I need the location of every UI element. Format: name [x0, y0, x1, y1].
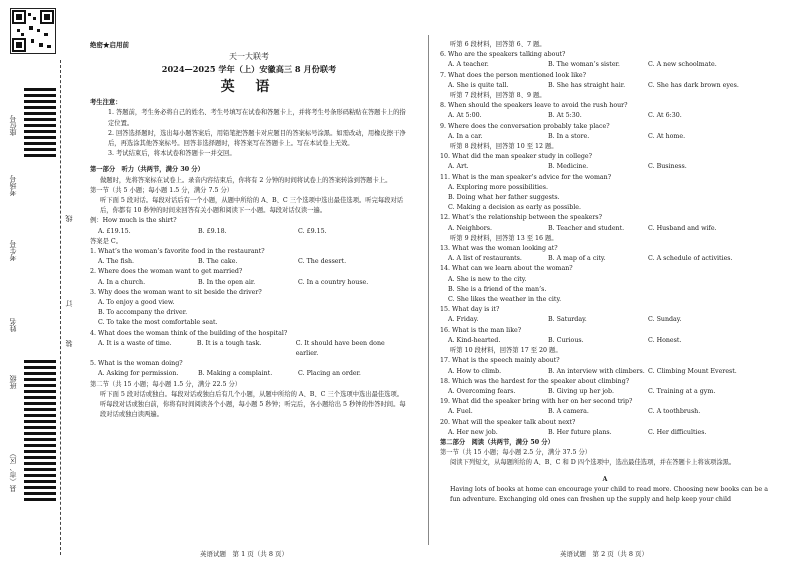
- option: C. At 6:30.: [648, 112, 682, 120]
- notice-item: 1. 答题前，考生务必将自己的姓名、考生号填写在试卷和答题卡上，并将考生号条形码粘贴在答题卡上的指定位置。: [108, 109, 406, 127]
- option: B. Saturday.: [548, 316, 587, 324]
- option: B. £9.18.: [198, 227, 227, 235]
- options-row: [440, 224, 770, 234]
- option: B. The cake.: [198, 258, 238, 266]
- footer-page-1: 英语试题 第 1 页（共 8 页）: [200, 550, 289, 558]
- option: B. Giving up her job.: [548, 387, 614, 395]
- option: B. Doing what her father suggests.: [448, 194, 560, 202]
- option: A. Overcoming fears.: [448, 387, 516, 395]
- option: A. Exploring more possibilities.: [448, 183, 549, 191]
- option: A. Neighbors.: [448, 224, 492, 232]
- option: A. Fuel.: [448, 408, 473, 416]
- option: C. A new schoolmate.: [648, 61, 717, 69]
- footer-page-2: 英语试题 第 2 页（共 8 页）: [560, 550, 649, 558]
- options-row: [90, 339, 408, 359]
- name-label: 姓名: [9, 318, 17, 332]
- option: C. Training at a gym.: [648, 387, 716, 395]
- barcode-bars-top: [24, 88, 56, 160]
- question: 13. What was the woman looking at?: [440, 245, 558, 253]
- seat-number-label: 座位号: [9, 115, 17, 136]
- question: 11. What is the man speaker’s advice for the woman?: [440, 173, 612, 181]
- question: 5. What is the woman doing?: [90, 360, 183, 368]
- option: B. Teacher and student.: [548, 224, 625, 232]
- material-heading: 听第 9 段材料，回答第 13 至 16 题。: [450, 234, 558, 242]
- exam-org: 天一大联考: [229, 52, 269, 62]
- page-1: [90, 40, 408, 421]
- option: A. Art.: [448, 163, 469, 171]
- option: B. Her future plans.: [548, 428, 612, 436]
- option: A. To enjoy a good view.: [98, 299, 175, 307]
- secret-mark: 绝密★启用前: [90, 41, 129, 49]
- part1-intro: 做题时，先将答案标在试卷上。录音内容结束后，你将有 2 分钟的时间将试卷上的答案转涂到答题卡上。: [100, 176, 392, 184]
- question: 17. What is the speech mainly about?: [440, 357, 560, 365]
- class-label: 班级: [9, 375, 17, 389]
- options-row: [440, 132, 770, 142]
- material-heading: 听第 8 段材料，回答第 10 至 12 题。: [450, 143, 558, 151]
- material-heading: 听第 7 段材料，回答第 8、9 题。: [450, 92, 546, 100]
- option: C. Climbing Mount Everest.: [648, 367, 737, 375]
- option: B. Medicine.: [548, 163, 589, 171]
- notice-title: 考生注意：: [90, 99, 122, 107]
- option: A. Kind-hearted.: [448, 336, 501, 344]
- example-question: 例：How much is the shirt?: [90, 217, 177, 225]
- option: C. In a country house.: [298, 278, 369, 286]
- option: A. Friday.: [448, 316, 479, 324]
- option: C. The dessert.: [298, 258, 347, 266]
- option: B. At 5:30.: [548, 112, 582, 120]
- question: 18. Which was the hardest for the speaker about climbing?: [440, 377, 630, 385]
- options-row: [440, 336, 770, 346]
- option: A. It is a waste of time.: [98, 339, 172, 347]
- notice-item: 2. 回答选择题时，选出每小题答案后，用铅笔把答题卡对应题目的答案标号涂黑。如需改动，用橡皮擦干净后，再选涂其他答案标号。回答非选择题时，将答案写在答题卡上。写在本试卷上无效。: [108, 129, 406, 148]
- question: 19. What did the speaker bring with her on her second trip?: [440, 398, 633, 406]
- option: A. £19.15.: [98, 227, 131, 235]
- exam-room-label: 考场号: [9, 175, 17, 196]
- option: B. In a store.: [548, 132, 590, 140]
- binding-margin: [0, 0, 80, 565]
- example-answer: 答案是 C。: [90, 237, 123, 245]
- option: C. Honest.: [648, 336, 682, 344]
- column-divider: [428, 35, 429, 545]
- option: A. She is new to the city.: [448, 275, 527, 283]
- question: 4. What does the woman think of the building of the hospital?: [90, 329, 288, 337]
- options-row: [90, 257, 408, 267]
- material-heading: 听第 6 段材料，回答第 6、7 题。: [450, 41, 546, 48]
- question: 8. When should the speakers leave to avoid the rush hour?: [440, 102, 628, 110]
- barcode-bars-bottom: [24, 360, 56, 504]
- options-row: [440, 111, 770, 121]
- options-row: [440, 60, 770, 70]
- question: 20. What will the speaker talk about next?: [440, 418, 576, 426]
- option: C. Business.: [648, 163, 687, 171]
- question: 2. Where does the woman want to get married?: [90, 268, 243, 276]
- section1-title: 第一节（共 5 小题；每小题 1.5 分，满分 7.5 分）: [90, 186, 234, 194]
- options-row: [440, 367, 770, 377]
- option: A. How to climb.: [448, 367, 502, 375]
- option: C. To take the most comfortable seat.: [98, 319, 218, 327]
- option: A. At 5:00.: [448, 112, 482, 120]
- option: B. A camera.: [548, 408, 589, 416]
- material-heading: 听第 10 段材料，回答第 17 至 20 题。: [450, 347, 562, 355]
- option: A. Asking for permission.: [98, 370, 179, 378]
- subject-title: 英 语: [220, 79, 278, 96]
- option: C. She likes the weather in the city.: [448, 296, 562, 304]
- cut-mark-bind: 装: [65, 340, 73, 347]
- option: A. A list of restaurants.: [448, 255, 522, 263]
- option: B. In the open air.: [198, 278, 256, 286]
- option: C. A schedule of activities.: [648, 255, 733, 263]
- question: 7. What does the person mentioned look like?: [440, 71, 587, 79]
- option: C. At home.: [648, 132, 686, 140]
- option: B. Curious.: [548, 336, 584, 344]
- option: C. She has dark brown eyes.: [648, 81, 739, 89]
- part1-title: 第一部分 听力（共两节，满分 30 分）: [90, 166, 204, 174]
- section2-intro: 听下面 5 段对话或独白。每段对话或独白后有几个小题，从题中所给的 A、B、C 三个选项中选出最佳选项。听每段对话或独白前，你将有时间阅读各个小题，每小题 5 秒钟；听完后，各小题给出 5 秒钟的作答时间。每段对话或独白读两遍。: [100, 390, 406, 419]
- option: B. The woman’s sister.: [548, 61, 620, 69]
- option: A. She is quite tall.: [448, 81, 509, 89]
- option: C. It should have been done earlier.: [295, 339, 385, 358]
- options-row: [90, 369, 408, 379]
- question: 1. What’s the woman’s favorite food in the restaurant?: [90, 248, 265, 256]
- question: 14. What can we learn about the woman?: [440, 265, 573, 273]
- question: 12. What’s the relationship between the speakers?: [440, 214, 603, 222]
- option: C. Placing an order.: [298, 370, 361, 378]
- option: B. To accompany the driver.: [98, 309, 188, 317]
- options-row: [440, 315, 770, 325]
- option: B. She has straight hair.: [548, 81, 626, 89]
- option: C. £9.15.: [298, 227, 327, 235]
- question: 3. Why does the woman want to sit beside the driver?: [90, 288, 262, 296]
- question: 15. What day is it?: [440, 306, 500, 314]
- options-row: [440, 407, 770, 417]
- option: C. Sunday.: [648, 316, 682, 324]
- section1-intro: 听下面 5 段对话。每段对话后有一个小题，从题中所给的 A、B、C 三个选项中选出最佳选项。听完每段对话后，你都有 10 秒钟的时间来回答有关小题和阅读下一小题。每段对话仅读一遍。: [100, 197, 404, 215]
- page-2: [440, 40, 770, 505]
- options-row: [440, 428, 770, 438]
- notice-item: 3. 考试结束后，将本试卷和答题卡一并交回。: [108, 150, 236, 158]
- section2-title: 第二节（共 15 小题；每小题 1.5 分，满分 22.5 分）: [90, 380, 242, 388]
- question: 10. What did the man speaker study in college?: [440, 153, 592, 161]
- cut-line: [60, 60, 62, 555]
- question: 6. Who are the speakers talking about?: [440, 51, 566, 59]
- county-label: 县（市、区）: [9, 450, 17, 492]
- cut-mark-line: 线: [65, 215, 73, 222]
- options-row: [90, 278, 408, 288]
- option: C. Husband and wife.: [648, 224, 717, 232]
- passage-text: Having lots of books at home can encourage your child to read more. Choosing new books can be a fun adventure. Exchanging old ones can freshen up the supply and help keep your child: [450, 485, 768, 503]
- option: B. She is a friend of the man’s.: [448, 285, 547, 293]
- question: 16. What is the man like?: [440, 326, 522, 334]
- part2-section1-title: 第一节（共 15 小题；每小题 2.5 分，满分 37.5 分）: [440, 449, 592, 457]
- option: B. It is a tough task.: [196, 339, 262, 347]
- option: B. Making a complaint.: [198, 370, 273, 378]
- option: C. A toothbrush.: [648, 408, 701, 416]
- example-options: [90, 227, 408, 237]
- candidate-number-label: 考生号: [9, 240, 17, 261]
- options-row: [440, 387, 770, 397]
- option: C. Her difficulties.: [648, 428, 707, 436]
- exam-title: 2024—2025 学年（上）安徽高三 8 月份联考: [161, 64, 337, 75]
- option: A. A teacher.: [448, 61, 489, 69]
- option: A. Her new job.: [448, 428, 498, 436]
- passage-label: A: [602, 475, 608, 483]
- option: A. The fish.: [98, 258, 135, 266]
- option: C. Making a decision as early as possible.: [448, 204, 581, 212]
- cut-mark-staple: 订: [65, 300, 73, 307]
- qr-code: [10, 8, 56, 54]
- part2-title: 第二部分 阅读（共两节，满分 50 分）: [440, 438, 554, 446]
- options-row: [440, 162, 770, 172]
- question: 9. Where does the conversation probably take place?: [440, 122, 610, 130]
- option: B. An interview with climbers.: [548, 367, 645, 375]
- option: A. In a car.: [448, 132, 483, 140]
- option: B. A map of a city.: [548, 255, 606, 263]
- options-row: [440, 254, 770, 264]
- option: A. In a church.: [98, 278, 146, 286]
- options-row: [440, 81, 770, 91]
- part2-intro: 阅读下列短文，从每题所给的 A、B、C 和 D 四个选项中，选出最佳选项，并在答题卡上将该项涂黑。: [450, 459, 736, 467]
